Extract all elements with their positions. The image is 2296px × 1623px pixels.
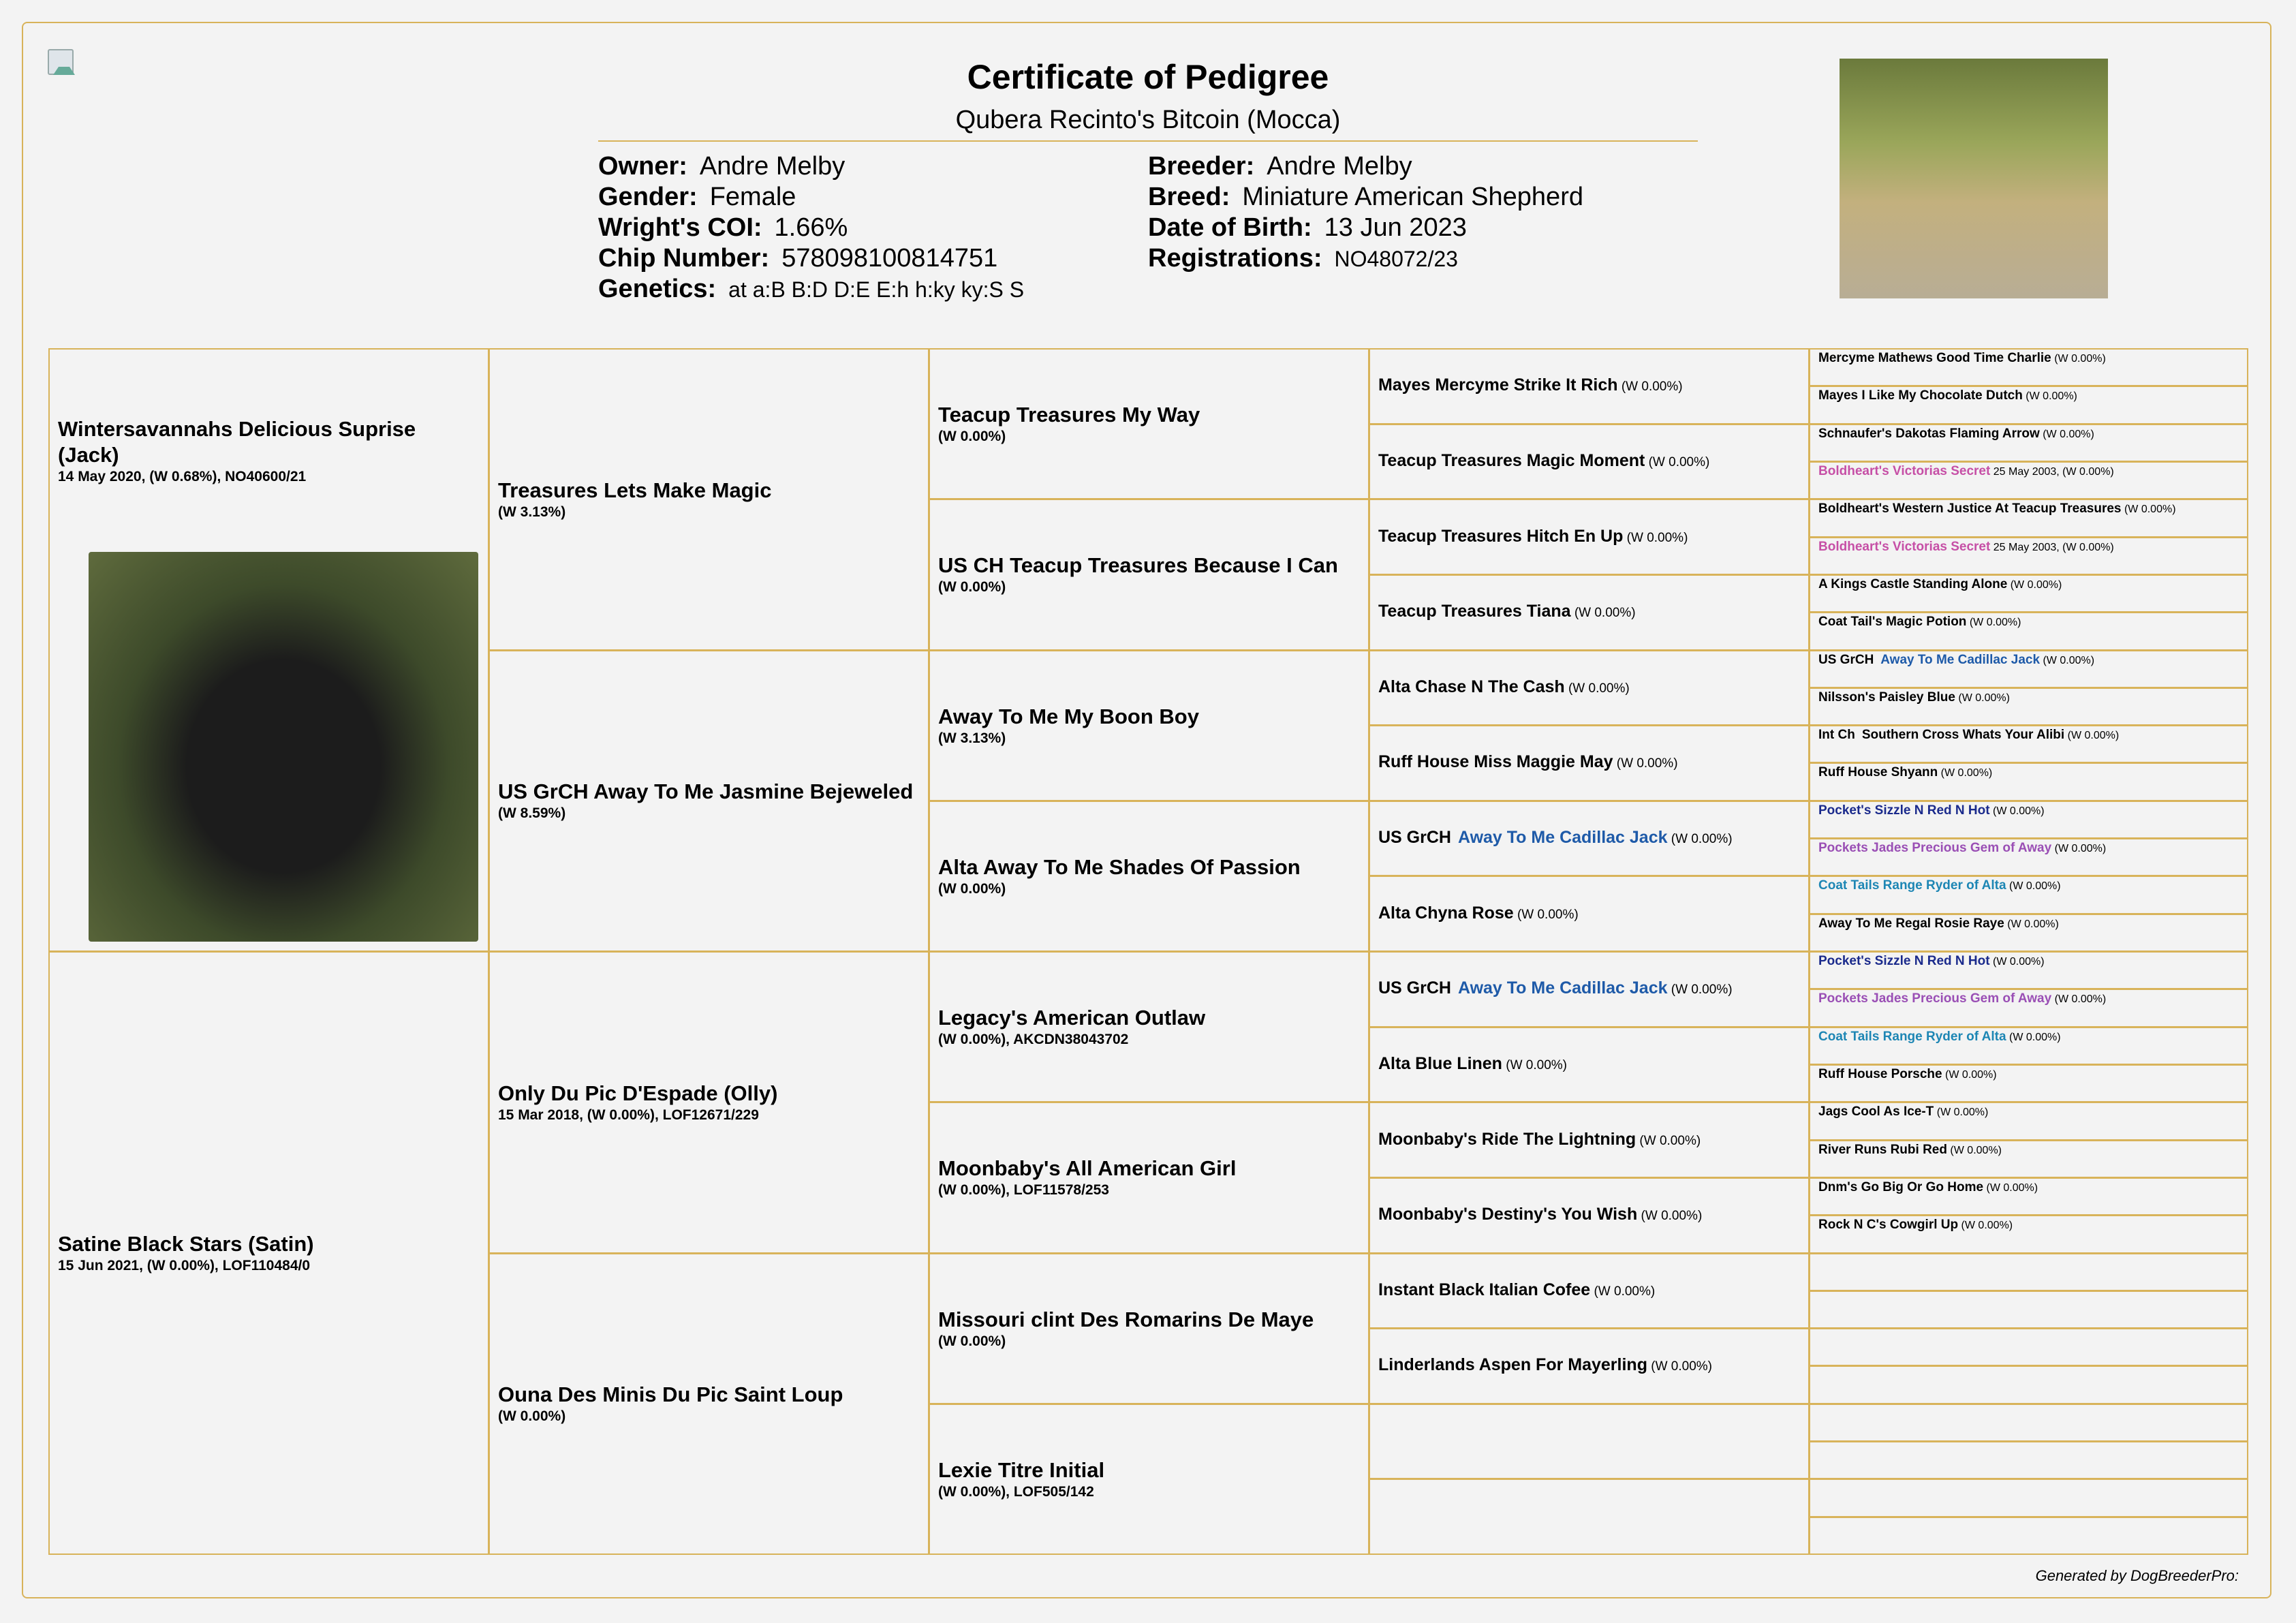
coi-value: (W 0.00%) [1966, 617, 2021, 629]
coi-value: (W 0.00%) [1955, 692, 2010, 704]
info-key: Owner: [598, 152, 687, 181]
coi-value: (W 0.00%) [1564, 681, 1630, 696]
dog-name: Mayes Mercyme Strike It Rich [1378, 375, 1618, 395]
pedigree-cell-g5-7 [1809, 612, 2248, 650]
pedigree-cell-g5-3 [1809, 461, 2248, 499]
footer-credit: Generated by DogBreederPro: [2035, 1567, 2239, 1584]
dog-entry [1818, 916, 2239, 932]
dog-entry [1378, 978, 1800, 1000]
dog-details: (W 0.00%), LOF505/142 [938, 1483, 1094, 1500]
pedigree-cell-g4-8 [1369, 951, 1810, 1027]
dog-entry [1818, 991, 2239, 1007]
info-key: Breeder: [1148, 152, 1255, 181]
dog-entry [1818, 653, 2239, 668]
dog-name: Mayes I Like My Chocolate Dutch [1818, 388, 2023, 403]
dog-entry [1378, 752, 1800, 774]
pedigree-cell-g5-4 [1809, 499, 2248, 537]
pedigree-cell-g5-28 [1809, 1404, 2248, 1442]
dog-name: Mercyme Mathews Good Time Charlie [1818, 351, 2051, 365]
pedigree-cell-g4-4 [1369, 650, 1810, 726]
dog-name: Pocket's Sizzle N Red N Hot [1818, 803, 1990, 818]
pedigree-cell-g5-22 [1809, 1177, 2248, 1216]
coi-value: (W 0.00%) [2051, 993, 2107, 1006]
dog-name: Qubera Recinto's Bitcoin (Mocca) [955, 106, 1341, 134]
info-row-right-2 [1148, 213, 1467, 243]
pedigree-cell-g3-6 [929, 1253, 1369, 1404]
dog-entry [1818, 1143, 2239, 1158]
dog-name: A Kings Castle Standing Alone [1818, 576, 2008, 591]
coi-value: (W 0.00%) [1946, 1144, 2002, 1156]
dog-entry [1378, 450, 1800, 473]
dog-name: Pocket's Sizzle N Red N Hot [1818, 954, 1990, 968]
dog-entry [1818, 1104, 2239, 1120]
title-prefix: US GrCH [1818, 652, 1874, 667]
dog-name: Away To Me Cadillac Jack [1880, 652, 2041, 667]
coi-value: (W 0.00%) [2064, 730, 2120, 742]
dog-entry [1818, 1030, 2239, 1045]
pedigree-chart [49, 349, 2248, 1555]
dog-entry [1378, 1204, 1800, 1226]
pedigree-cell-g3-1 [929, 499, 1369, 650]
dog-name: Pockets Jades Precious Gem of Away [1818, 991, 2052, 1006]
dog-name: US GrCH Away To Me Jasmine Bejeweled [498, 779, 914, 804]
info-value: Andre Melby [699, 152, 846, 181]
info-key: Registrations: [1148, 244, 1322, 273]
pedigree-cell-g4-14 [1369, 1404, 1810, 1480]
pedigree-cell-g3-4 [929, 951, 1369, 1102]
info-row-left-0 [598, 151, 845, 182]
pedigree-cell-g5-1 [1809, 386, 2248, 424]
dog-entry [1818, 388, 2239, 404]
info-value: NO48072/23 [1334, 247, 1458, 271]
pedigree-cell-g5-11 [1809, 762, 2248, 801]
pedigree-cell-g4-0 [1369, 348, 1810, 424]
dog-name: US CH Teacup Treasures Because I Can [938, 553, 1338, 578]
info-value: 1.66% [774, 213, 848, 242]
dog-name: Boldheart's Western Justice At Teacup Treasures [1818, 501, 2122, 516]
dog-name: Alta Blue Linen [1378, 1053, 1502, 1073]
dog-details: 15 Jun 2021, (W 0.00%), LOF110484/0 [58, 1258, 311, 1273]
pedigree-cell-g5-21 [1809, 1140, 2248, 1178]
info-key: Genetics: [598, 275, 717, 303]
coi-value: (W 0.00%) [1637, 1209, 1703, 1224]
pedigree-cell-g4-5 [1369, 725, 1810, 801]
coi-value: (W 0.00%) [1989, 956, 2045, 968]
dog-name: Boldheart's Victorias Secret [1818, 463, 1991, 478]
dog-name: Ouna Des Minis Du Pic Saint Loup [498, 1382, 843, 1407]
header-divider [598, 140, 1698, 142]
dog-photo [1840, 59, 2108, 298]
coi-value: (W 0.00%) [1623, 530, 1688, 545]
pedigree-cell-g2-2 [488, 951, 929, 1254]
pedigree-cell-g4-1 [1369, 424, 1810, 500]
title-prefix: US GrCH [1378, 978, 1451, 998]
dog-entry [1818, 615, 2239, 630]
pedigree-cell-g5-5 [1809, 537, 2248, 575]
dog-name: Treasures Lets Make Magic [498, 478, 772, 502]
info-key: Gender: [598, 183, 698, 211]
pedigree-cell-g5-17 [1809, 989, 2248, 1027]
dog-details: (W 3.13%) [498, 504, 566, 520]
coi-value: (W 0.00%) [1934, 1107, 1989, 1119]
dog-entry [1818, 803, 2239, 819]
dog-name: Teacup Treasures Magic Moment [1378, 450, 1645, 470]
info-key: Breed: [1148, 183, 1230, 211]
dog-name: Moonbaby's Ride The Lightning [1378, 1129, 1636, 1149]
dog-entry [1378, 1129, 1800, 1151]
pedigree-cell-g4-10 [1369, 1102, 1810, 1178]
dog-name: Away To Me Regal Rosie Raye [1818, 916, 2004, 931]
coi-value: (W 0.00%) [1942, 1068, 1997, 1081]
pedigree-cell-g4-11 [1369, 1177, 1810, 1254]
pedigree-cell-g5-13 [1809, 838, 2248, 876]
dog-name: Lexie Titre Initial [938, 1457, 1105, 1482]
pedigree-cell-g4-2 [1369, 499, 1810, 575]
pedigree-cell-g4-6 [1369, 801, 1810, 877]
sire-photo [89, 552, 478, 942]
dog-entry [1818, 690, 2239, 706]
dog-name: Ruff House Shyann [1818, 765, 1938, 780]
pedigree-cell-g5-19 [1809, 1064, 2248, 1102]
pedigree-cell-g2-0 [488, 348, 929, 651]
dog-name: Moonbaby's All American Girl [938, 1156, 1237, 1181]
dog-entry [1818, 1067, 2239, 1083]
coi-value: 25 May 2003, (W 0.00%) [1990, 541, 2114, 553]
dog-details: (W 0.00%), AKCDN38043702 [938, 1032, 1129, 1048]
dog-name: Coat Tails Range Ryder of Alta [1818, 878, 2006, 893]
pedigree-cell-g5-9 [1809, 687, 2248, 726]
coi-value: (W 0.00%) [2039, 428, 2094, 440]
dog-entry [1378, 827, 1800, 850]
dog-entry [1818, 878, 2239, 894]
dog-name: Ruff House Porsche [1818, 1066, 1942, 1081]
dog-entry [1818, 540, 2239, 555]
dog-name: Coat Tails Range Ryder of Alta [1818, 1029, 2006, 1044]
dog-name: Alta Away To Me Shades Of Passion [938, 854, 1301, 879]
dog-name: Dnm's Go Big Or Go Home [1818, 1179, 1984, 1194]
coi-value: (W 0.00%) [1613, 756, 1678, 771]
pedigree-cell-g3-7 [929, 1404, 1369, 1555]
pedigree-cell-g5-20 [1809, 1102, 2248, 1140]
dog-name: Schnaufer's Dakotas Flaming Arrow [1818, 426, 2040, 441]
info-row-left-4 [598, 274, 1024, 305]
pedigree-cell-g5-26 [1809, 1328, 2248, 1366]
coi-value: (W 0.00%) [1513, 907, 1579, 922]
dog-details: (W 3.13%) [938, 730, 1006, 746]
coi-value: (W 0.00%) [1570, 606, 1636, 621]
dog-details: (W 0.00%) [498, 1408, 566, 1425]
dog-entry [1818, 427, 2239, 442]
dog-entry [1818, 765, 2239, 781]
pedigree-cell-g5-24 [1809, 1253, 2248, 1291]
info-value: Miniature American Shepherd [1242, 183, 1583, 211]
info-key: Chip Number: [598, 244, 770, 273]
pedigree-cell-g5-16 [1809, 951, 2248, 989]
title-prefix: Int Ch [1818, 728, 1855, 743]
dog-details: 14 May 2020, (W 0.68%), NO40600/21 [58, 469, 307, 484]
info-row-left-3 [598, 243, 997, 274]
dog-name: Missouri clint Des Romarins De Maye [938, 1307, 1314, 1331]
dog-entry [1818, 1180, 2239, 1196]
coi-value: (W 0.00%) [2121, 504, 2176, 516]
dog-entry [1818, 728, 2239, 743]
dog-name: Satine Black Stars (Satin) [58, 1232, 314, 1256]
coi-value: (W 0.00%) [2006, 880, 2061, 893]
dog-name: Southern Cross Whats Your Alibi [1861, 728, 2065, 743]
info-value: Andre Melby [1267, 152, 1412, 181]
pedigree-cell-g4-3 [1369, 574, 1810, 651]
info-key: Wright's COI: [598, 213, 762, 242]
dog-name: Only Du Pic D'Espade (Olly) [498, 1081, 778, 1105]
pedigree-cell-g2-3 [488, 1253, 929, 1556]
coi-value: (W 0.00%) [1938, 767, 1993, 779]
dog-entry [1818, 841, 2239, 856]
coi-value: (W 0.00%) [2051, 353, 2106, 365]
pedigree-cell-g2-1 [488, 650, 929, 953]
page-title: Certificate of Pedigree [967, 58, 1329, 96]
dog-entry [1378, 1280, 1800, 1302]
dog-name: Away To Me My Boon Boy [938, 704, 1199, 728]
coi-value: (W 0.00%) [2051, 843, 2107, 855]
dog-entry [1378, 526, 1800, 548]
dog-entry [1378, 677, 1800, 699]
dog-name: Alta Chase N The Cash [1378, 677, 1565, 696]
coi-value: (W 0.00%) [1983, 1181, 2038, 1194]
pedigree-cell-g5-12 [1809, 801, 2248, 839]
dog-name: Legacy's American Outlaw [938, 1006, 1206, 1030]
pedigree-cell-g5-18 [1809, 1027, 2248, 1065]
coi-value: (W 0.00%) [1645, 454, 1710, 469]
pedigree-cell-g5-8 [1809, 650, 2248, 688]
dog-name: Linderlands Aspen For Mayerling [1378, 1355, 1647, 1375]
pedigree-cell-g5-25 [1809, 1290, 2248, 1329]
pedigree-cell-g1-1 [48, 951, 489, 1555]
pedigree-cell-g5-15 [1809, 914, 2248, 952]
pedigree-cell-g3-5 [929, 1102, 1369, 1253]
info-value: Female [709, 183, 796, 211]
dog-entry [1818, 577, 2239, 593]
dog-entry [1378, 601, 1800, 623]
pedigree-cell-g5-10 [1809, 725, 2248, 763]
pedigree-cell-g4-12 [1369, 1253, 1810, 1329]
info-row-right-0 [1148, 151, 1412, 182]
coi-value: (W 0.00%) [1590, 1284, 1656, 1299]
info-row-left-1 [598, 182, 796, 213]
coi-value: (W 0.00%) [1636, 1133, 1701, 1148]
dog-name: Wintersavannahs Delicious Suprise (Jack) [58, 417, 416, 467]
dog-name: Boldheart's Victorias Secret [1818, 539, 1991, 554]
coi-value: (W 0.00%) [1667, 832, 1733, 847]
info-value: 578098100814751 [781, 244, 998, 273]
dog-entry [1818, 501, 2239, 517]
dog-entry [1818, 351, 2239, 367]
pedigree-cell-g4-7 [1369, 876, 1810, 952]
dog-details: (W 8.59%) [498, 805, 566, 822]
pedigree-cell-g4-13 [1369, 1328, 1810, 1404]
coi-value: (W 0.00%) [1502, 1057, 1567, 1072]
dog-details: (W 0.00%), LOF11578/253 [938, 1182, 1109, 1199]
dog-name: Moonbaby's Destiny's You Wish [1378, 1205, 1638, 1224]
pedigree-cell-g5-6 [1809, 574, 2248, 613]
coi-value: 25 May 2003, (W 0.00%) [1990, 465, 2114, 478]
info-row-right-3 [1148, 243, 1458, 275]
coi-value: (W 0.00%) [2022, 390, 2077, 403]
info-row-right-1 [1148, 182, 1583, 213]
pedigree-cell-g3-3 [929, 801, 1369, 952]
pedigree-cell-g4-9 [1369, 1027, 1810, 1103]
pedigree-cell-g5-31 [1809, 1517, 2248, 1555]
dog-entry [1818, 1218, 2239, 1233]
dog-name: Jags Cool As Ice-T [1818, 1104, 1934, 1119]
coi-value: (W 0.00%) [2040, 654, 2095, 666]
coi-value: (W 0.00%) [1958, 1220, 2013, 1232]
dog-name: Pockets Jades Precious Gem of Away [1818, 841, 2052, 856]
dog-entry [1818, 954, 2239, 970]
info-key: Date of Birth: [1148, 213, 1312, 242]
pedigree-cell-g4-15 [1369, 1479, 1810, 1555]
dog-name: Teacup Treasures Hitch En Up [1378, 526, 1624, 546]
pedigree-cell-g5-23 [1809, 1215, 2248, 1253]
dog-details: (W 0.00%) [938, 429, 1006, 445]
dog-name: Coat Tail's Magic Potion [1818, 615, 1967, 630]
dog-details: 15 Mar 2018, (W 0.00%), LOF12671/229 [498, 1107, 759, 1123]
coi-value: (W 0.00%) [2007, 578, 2062, 591]
pedigree-cell-g5-30 [1809, 1479, 2248, 1517]
dog-entry [1378, 375, 1800, 397]
dog-name: Away To Me Cadillac Jack [1457, 828, 1668, 848]
dog-entry [1378, 1053, 1800, 1076]
info-value: at a:B B:D D:E E:h h:ky ky:S S [728, 277, 1025, 302]
info-row-left-2 [598, 213, 848, 243]
pedigree-cell-g3-0 [929, 348, 1369, 499]
dog-details: (W 0.00%) [938, 1333, 1006, 1349]
dog-name: Ruff House Miss Maggie May [1378, 752, 1613, 772]
pedigree-cell-g5-14 [1809, 876, 2248, 914]
pedigree-cell-g5-27 [1809, 1365, 2248, 1404]
coi-value: (W 0.00%) [1647, 1359, 1713, 1374]
coi-value: (W 0.00%) [1989, 805, 2045, 817]
pedigree-cell-g5-2 [1809, 424, 2248, 462]
pedigree-cell-g3-2 [929, 650, 1369, 801]
coi-value: (W 0.00%) [1667, 983, 1733, 998]
dog-name: Teacup Treasures Tiana [1378, 602, 1571, 621]
dog-name: Away To Me Cadillac Jack [1457, 978, 1668, 998]
dog-entry [1818, 464, 2239, 480]
info-value: 13 Jun 2023 [1324, 213, 1467, 242]
dog-name: River Runs Rubi Red [1818, 1142, 1947, 1157]
dog-entry [1378, 1355, 1800, 1377]
pedigree-cell-g5-29 [1809, 1441, 2248, 1479]
dog-name: Rock N C's Cowgirl Up [1818, 1218, 1959, 1233]
coi-value: (W 0.00%) [1617, 380, 1683, 395]
pedigree-cell-g5-0 [1809, 348, 2248, 386]
dog-name: Alta Chyna Rose [1378, 903, 1514, 923]
dog-entry [1378, 903, 1800, 925]
coi-value: (W 0.00%) [2004, 918, 2059, 930]
title-prefix: US GrCH [1378, 828, 1451, 848]
dog-name: Nilsson's Paisley Blue [1818, 690, 1955, 705]
dog-name: Teacup Treasures My Way [938, 403, 1200, 427]
dog-details: (W 0.00%) [938, 579, 1006, 596]
dog-details: (W 0.00%) [938, 880, 1006, 897]
coi-value: (W 0.00%) [2006, 1031, 2061, 1043]
dog-name: Instant Black Italian Cofee [1378, 1280, 1591, 1299]
